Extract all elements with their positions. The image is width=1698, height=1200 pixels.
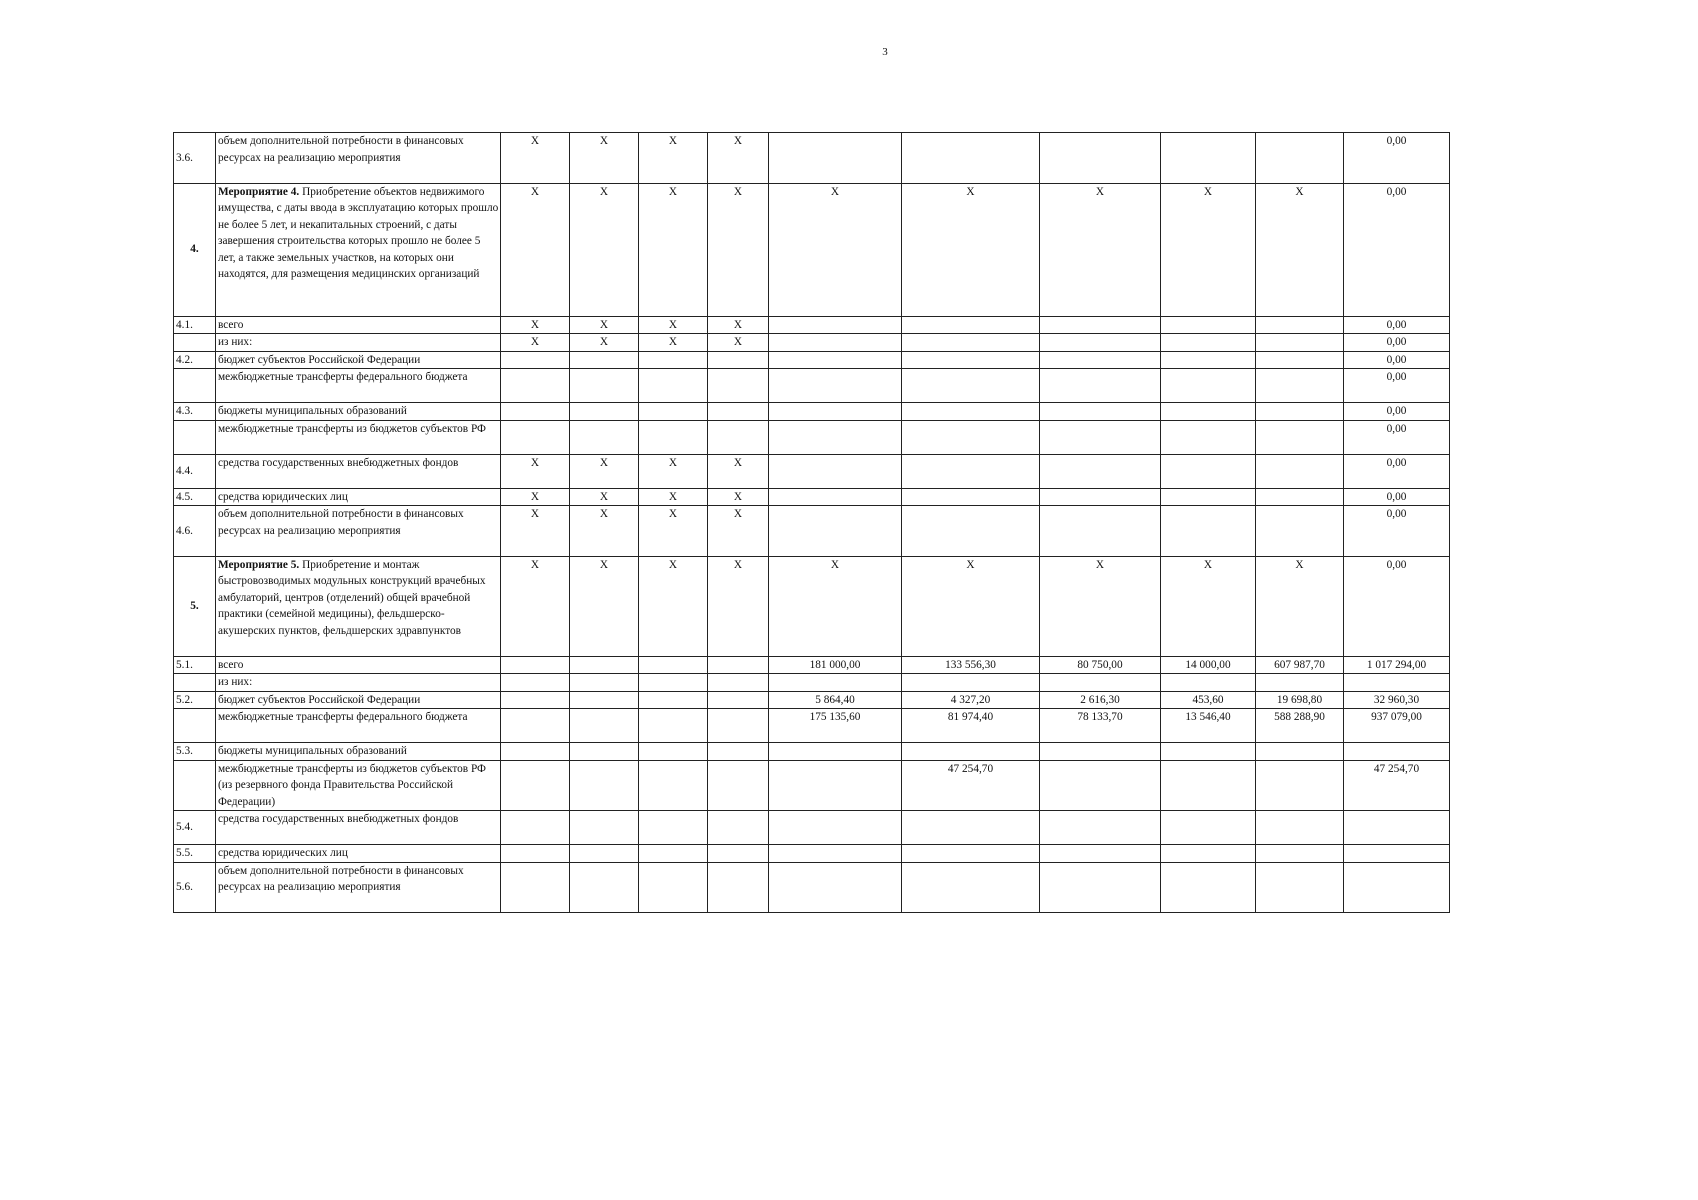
row-number: 4.4. bbox=[174, 454, 216, 488]
value-cell bbox=[1256, 862, 1344, 913]
row-number: 5. bbox=[174, 556, 216, 656]
value-cell bbox=[1161, 506, 1256, 557]
row-number bbox=[174, 369, 216, 403]
table-row bbox=[174, 845, 1450, 863]
value-cell: 0,00 bbox=[1344, 556, 1450, 656]
value-cell: X bbox=[570, 454, 639, 488]
row-name: бюджет субъектов Российской Федерации bbox=[216, 351, 501, 369]
value-cell bbox=[1040, 133, 1161, 184]
value-cell bbox=[708, 862, 769, 913]
value-cell: 588 288,90 bbox=[1256, 709, 1344, 743]
value-cell: 181 000,00 bbox=[769, 656, 902, 674]
value-cell bbox=[501, 691, 570, 709]
row-number bbox=[174, 760, 216, 811]
value-cell: X bbox=[639, 556, 708, 656]
value-cell bbox=[1040, 488, 1161, 506]
value-cell bbox=[708, 845, 769, 863]
value-cell bbox=[501, 656, 570, 674]
value-cell bbox=[769, 743, 902, 761]
table-row bbox=[174, 133, 1450, 184]
value-cell: 0,00 bbox=[1344, 183, 1450, 316]
value-cell: 5 864,40 bbox=[769, 691, 902, 709]
value-cell bbox=[769, 674, 902, 692]
value-cell bbox=[1344, 845, 1450, 863]
value-cell bbox=[501, 351, 570, 369]
row-name: межбюджетные трансферты из бюджетов субъектов РФ (из резервного фонда Правительства Российской Федерации) bbox=[216, 760, 501, 811]
value-cell: X bbox=[570, 183, 639, 316]
value-cell bbox=[1161, 316, 1256, 334]
table-row bbox=[174, 420, 1450, 454]
value-cell: 0,00 bbox=[1344, 454, 1450, 488]
value-cell: X bbox=[639, 488, 708, 506]
value-cell bbox=[1161, 420, 1256, 454]
value-cell: X bbox=[501, 556, 570, 656]
value-cell bbox=[769, 811, 902, 845]
value-cell: 2 616,30 bbox=[1040, 691, 1161, 709]
row-name: бюджеты муниципальных образований bbox=[216, 743, 501, 761]
value-cell: X bbox=[708, 488, 769, 506]
row-number: 4. bbox=[174, 183, 216, 316]
value-cell bbox=[570, 743, 639, 761]
row-name: объем дополнительной потребности в финансовых ресурсах на реализацию мероприятия bbox=[216, 862, 501, 913]
row-name: Мероприятие 5. Приобретение и монтаж быстровозводимых модульных конструкций врачебных амбулаторий, центров (отделений) общей врачебной практики (семейной медицины), фельдшерско-акушерских пунктов, фельдшерских здравпунктов bbox=[216, 556, 501, 656]
value-cell bbox=[1040, 674, 1161, 692]
value-cell bbox=[1040, 351, 1161, 369]
value-cell bbox=[501, 845, 570, 863]
value-cell bbox=[501, 403, 570, 421]
row-number: 4.2. bbox=[174, 351, 216, 369]
value-cell bbox=[1161, 760, 1256, 811]
row-number: 5.5. bbox=[174, 845, 216, 863]
value-cell bbox=[501, 369, 570, 403]
value-cell: X bbox=[708, 454, 769, 488]
value-cell bbox=[902, 743, 1040, 761]
value-cell bbox=[570, 674, 639, 692]
value-cell bbox=[1161, 743, 1256, 761]
value-cell: 607 987,70 bbox=[1256, 656, 1344, 674]
value-cell bbox=[769, 760, 902, 811]
value-cell: 0,00 bbox=[1344, 316, 1450, 334]
value-cell bbox=[639, 760, 708, 811]
value-cell: 1 017 294,00 bbox=[1344, 656, 1450, 674]
value-cell: X bbox=[639, 183, 708, 316]
value-cell bbox=[1256, 133, 1344, 184]
value-cell bbox=[1161, 334, 1256, 352]
row-name: объем дополнительной потребности в финансовых ресурсах на реализацию мероприятия bbox=[216, 133, 501, 184]
value-cell bbox=[708, 811, 769, 845]
row-number bbox=[174, 420, 216, 454]
value-cell bbox=[1256, 454, 1344, 488]
value-cell: 0,00 bbox=[1344, 420, 1450, 454]
table-row bbox=[174, 556, 1450, 656]
value-cell bbox=[1040, 403, 1161, 421]
value-cell: X bbox=[1040, 183, 1161, 316]
value-cell bbox=[501, 420, 570, 454]
value-cell bbox=[902, 403, 1040, 421]
value-cell bbox=[708, 760, 769, 811]
value-cell bbox=[1256, 420, 1344, 454]
value-cell: 14 000,00 bbox=[1161, 656, 1256, 674]
table-row bbox=[174, 656, 1450, 674]
value-cell bbox=[501, 674, 570, 692]
value-cell: X bbox=[639, 334, 708, 352]
value-cell bbox=[1161, 403, 1256, 421]
row-name: Мероприятие 4. Приобретение объектов недвижимого имущества, с даты ввода в эксплуатацию которых прошло не более 5 лет, и некапитальных строений, с даты завершения строительства которых прошло не более 5 лет, а также земельных участков, на которых они находятся, для размещения медицинских организаций bbox=[216, 183, 501, 316]
value-cell: X bbox=[570, 506, 639, 557]
value-cell bbox=[1256, 506, 1344, 557]
value-cell bbox=[1256, 316, 1344, 334]
row-number: 5.2. bbox=[174, 691, 216, 709]
value-cell bbox=[902, 351, 1040, 369]
value-cell bbox=[708, 369, 769, 403]
value-cell: 81 974,40 bbox=[902, 709, 1040, 743]
row-name: из них: bbox=[216, 334, 501, 352]
row-name: средства государственных внебюджетных фондов bbox=[216, 454, 501, 488]
value-cell bbox=[639, 811, 708, 845]
value-cell bbox=[639, 351, 708, 369]
value-cell bbox=[1161, 811, 1256, 845]
value-cell bbox=[769, 506, 902, 557]
value-cell bbox=[1256, 488, 1344, 506]
value-cell bbox=[902, 506, 1040, 557]
value-cell bbox=[708, 743, 769, 761]
table-row bbox=[174, 351, 1450, 369]
row-number: 4.6. bbox=[174, 506, 216, 557]
value-cell: 32 960,30 bbox=[1344, 691, 1450, 709]
table-row bbox=[174, 811, 1450, 845]
value-cell bbox=[639, 656, 708, 674]
value-cell bbox=[1344, 674, 1450, 692]
value-cell bbox=[639, 674, 708, 692]
value-cell bbox=[639, 403, 708, 421]
value-cell: X bbox=[570, 488, 639, 506]
value-cell bbox=[769, 316, 902, 334]
value-cell: X bbox=[708, 133, 769, 184]
value-cell: X bbox=[769, 183, 902, 316]
row-number: 5.3. bbox=[174, 743, 216, 761]
table-row bbox=[174, 183, 1450, 316]
value-cell bbox=[639, 862, 708, 913]
value-cell: 453,60 bbox=[1161, 691, 1256, 709]
value-cell bbox=[1040, 316, 1161, 334]
value-cell bbox=[769, 351, 902, 369]
value-cell bbox=[769, 334, 902, 352]
row-name: объем дополнительной потребности в финансовых ресурсах на реализацию мероприятия bbox=[216, 506, 501, 557]
value-cell bbox=[902, 862, 1040, 913]
value-cell bbox=[1344, 811, 1450, 845]
value-cell bbox=[570, 403, 639, 421]
value-cell: 13 546,40 bbox=[1161, 709, 1256, 743]
value-cell bbox=[769, 133, 902, 184]
value-cell: X bbox=[1161, 183, 1256, 316]
value-cell bbox=[1256, 674, 1344, 692]
value-cell bbox=[902, 316, 1040, 334]
row-name: средства государственных внебюджетных фондов bbox=[216, 811, 501, 845]
value-cell: X bbox=[708, 556, 769, 656]
value-cell bbox=[1040, 743, 1161, 761]
value-cell: X bbox=[708, 506, 769, 557]
value-cell bbox=[902, 334, 1040, 352]
value-cell bbox=[1161, 845, 1256, 863]
value-cell: X bbox=[639, 133, 708, 184]
value-cell bbox=[769, 862, 902, 913]
row-name: межбюджетные трансферты из бюджетов субъектов РФ bbox=[216, 420, 501, 454]
value-cell: 78 133,70 bbox=[1040, 709, 1161, 743]
value-cell bbox=[570, 369, 639, 403]
value-cell: X bbox=[570, 334, 639, 352]
value-cell: 0,00 bbox=[1344, 488, 1450, 506]
value-cell: X bbox=[1161, 556, 1256, 656]
value-cell: 937 079,00 bbox=[1344, 709, 1450, 743]
value-cell bbox=[1256, 760, 1344, 811]
table-row bbox=[174, 488, 1450, 506]
value-cell bbox=[769, 454, 902, 488]
row-number: 3.6. bbox=[174, 133, 216, 184]
value-cell bbox=[639, 743, 708, 761]
row-number: 5.4. bbox=[174, 811, 216, 845]
value-cell bbox=[570, 351, 639, 369]
row-number bbox=[174, 334, 216, 352]
value-cell: X bbox=[501, 454, 570, 488]
row-name: межбюджетные трансферты федерального бюджета bbox=[216, 369, 501, 403]
value-cell bbox=[501, 862, 570, 913]
value-cell bbox=[902, 845, 1040, 863]
value-cell bbox=[1256, 811, 1344, 845]
table-row bbox=[174, 316, 1450, 334]
row-name: бюджет субъектов Российской Федерации bbox=[216, 691, 501, 709]
value-cell bbox=[708, 420, 769, 454]
row-name: из них: bbox=[216, 674, 501, 692]
table-row bbox=[174, 454, 1450, 488]
value-cell: X bbox=[501, 506, 570, 557]
value-cell bbox=[902, 133, 1040, 184]
value-cell: X bbox=[708, 316, 769, 334]
value-cell bbox=[570, 760, 639, 811]
value-cell bbox=[902, 369, 1040, 403]
value-cell bbox=[639, 845, 708, 863]
row-number: 5.6. bbox=[174, 862, 216, 913]
value-cell: X bbox=[902, 183, 1040, 316]
value-cell bbox=[769, 420, 902, 454]
table-body bbox=[174, 133, 1450, 913]
value-cell: X bbox=[570, 556, 639, 656]
table-row bbox=[174, 691, 1450, 709]
table-row bbox=[174, 709, 1450, 743]
value-cell bbox=[570, 709, 639, 743]
value-cell bbox=[570, 862, 639, 913]
value-cell: 80 750,00 bbox=[1040, 656, 1161, 674]
value-cell: X bbox=[501, 334, 570, 352]
value-cell bbox=[1161, 862, 1256, 913]
value-cell bbox=[1161, 488, 1256, 506]
row-name: всего bbox=[216, 656, 501, 674]
value-cell bbox=[1344, 862, 1450, 913]
value-cell bbox=[1256, 351, 1344, 369]
value-cell: 0,00 bbox=[1344, 351, 1450, 369]
value-cell: X bbox=[570, 133, 639, 184]
value-cell bbox=[708, 691, 769, 709]
value-cell: 4 327,20 bbox=[902, 691, 1040, 709]
value-cell: 175 135,60 bbox=[769, 709, 902, 743]
value-cell: 19 698,80 bbox=[1256, 691, 1344, 709]
value-cell: X bbox=[501, 316, 570, 334]
row-name: межбюджетные трансферты федерального бюджета bbox=[216, 709, 501, 743]
measure-title: Мероприятие 5. bbox=[218, 558, 300, 571]
value-cell: 0,00 bbox=[1344, 133, 1450, 184]
value-cell bbox=[1040, 811, 1161, 845]
value-cell bbox=[501, 760, 570, 811]
value-cell bbox=[501, 709, 570, 743]
value-cell bbox=[708, 656, 769, 674]
value-cell bbox=[1161, 674, 1256, 692]
row-number bbox=[174, 709, 216, 743]
table-row bbox=[174, 334, 1450, 352]
value-cell bbox=[708, 709, 769, 743]
value-cell bbox=[708, 351, 769, 369]
value-cell: X bbox=[639, 506, 708, 557]
value-cell bbox=[1161, 454, 1256, 488]
value-cell bbox=[570, 845, 639, 863]
table-row bbox=[174, 674, 1450, 692]
value-cell: X bbox=[1040, 556, 1161, 656]
value-cell bbox=[639, 369, 708, 403]
page-number: 3 bbox=[882, 46, 888, 58]
value-cell bbox=[1040, 862, 1161, 913]
table-row bbox=[174, 862, 1450, 913]
value-cell bbox=[1161, 133, 1256, 184]
value-cell bbox=[902, 811, 1040, 845]
value-cell: X bbox=[1256, 183, 1344, 316]
row-number: 5.1. bbox=[174, 656, 216, 674]
value-cell: X bbox=[639, 454, 708, 488]
value-cell: 0,00 bbox=[1344, 369, 1450, 403]
row-name: всего bbox=[216, 316, 501, 334]
value-cell bbox=[769, 488, 902, 506]
value-cell bbox=[1040, 845, 1161, 863]
value-cell bbox=[570, 420, 639, 454]
value-cell bbox=[708, 674, 769, 692]
value-cell bbox=[769, 845, 902, 863]
value-cell bbox=[1040, 334, 1161, 352]
value-cell bbox=[1161, 351, 1256, 369]
value-cell bbox=[902, 454, 1040, 488]
value-cell bbox=[501, 811, 570, 845]
value-cell bbox=[570, 811, 639, 845]
value-cell bbox=[1040, 506, 1161, 557]
value-cell: X bbox=[639, 316, 708, 334]
value-cell: X bbox=[708, 183, 769, 316]
value-cell: X bbox=[1256, 556, 1344, 656]
value-cell: 47 254,70 bbox=[1344, 760, 1450, 811]
value-cell bbox=[570, 656, 639, 674]
row-name: средства юридических лиц bbox=[216, 845, 501, 863]
value-cell: 0,00 bbox=[1344, 506, 1450, 557]
table-row bbox=[174, 369, 1450, 403]
value-cell bbox=[1256, 403, 1344, 421]
value-cell bbox=[639, 420, 708, 454]
row-number: 4.5. bbox=[174, 488, 216, 506]
value-cell bbox=[1040, 760, 1161, 811]
value-cell: X bbox=[902, 556, 1040, 656]
value-cell bbox=[1040, 420, 1161, 454]
value-cell bbox=[1344, 743, 1450, 761]
value-cell bbox=[708, 403, 769, 421]
value-cell bbox=[1161, 369, 1256, 403]
value-cell bbox=[1256, 334, 1344, 352]
row-name: бюджеты муниципальных образований bbox=[216, 403, 501, 421]
value-cell: 47 254,70 bbox=[902, 760, 1040, 811]
value-cell bbox=[769, 369, 902, 403]
value-cell bbox=[501, 743, 570, 761]
value-cell bbox=[1256, 369, 1344, 403]
table-row bbox=[174, 743, 1450, 761]
value-cell: X bbox=[708, 334, 769, 352]
row-number: 4.1. bbox=[174, 316, 216, 334]
value-cell bbox=[1040, 454, 1161, 488]
value-cell bbox=[902, 488, 1040, 506]
value-cell bbox=[1040, 369, 1161, 403]
value-cell bbox=[1256, 743, 1344, 761]
value-cell: X bbox=[570, 316, 639, 334]
value-cell bbox=[902, 674, 1040, 692]
value-cell: 0,00 bbox=[1344, 334, 1450, 352]
value-cell: X bbox=[501, 183, 570, 316]
value-cell bbox=[639, 709, 708, 743]
row-number bbox=[174, 674, 216, 692]
row-name: средства юридических лиц bbox=[216, 488, 501, 506]
value-cell bbox=[902, 420, 1040, 454]
budget-table bbox=[173, 132, 1450, 913]
value-cell bbox=[769, 403, 902, 421]
value-cell: 0,00 bbox=[1344, 403, 1450, 421]
value-cell: X bbox=[501, 488, 570, 506]
value-cell bbox=[639, 691, 708, 709]
row-number: 4.3. bbox=[174, 403, 216, 421]
value-cell: X bbox=[501, 133, 570, 184]
value-cell: 133 556,30 bbox=[902, 656, 1040, 674]
table-row bbox=[174, 506, 1450, 557]
value-cell: X bbox=[769, 556, 902, 656]
value-cell bbox=[1256, 845, 1344, 863]
measure-title: Мероприятие 4. bbox=[218, 185, 300, 198]
table-row bbox=[174, 760, 1450, 811]
value-cell bbox=[570, 691, 639, 709]
table-row bbox=[174, 403, 1450, 421]
